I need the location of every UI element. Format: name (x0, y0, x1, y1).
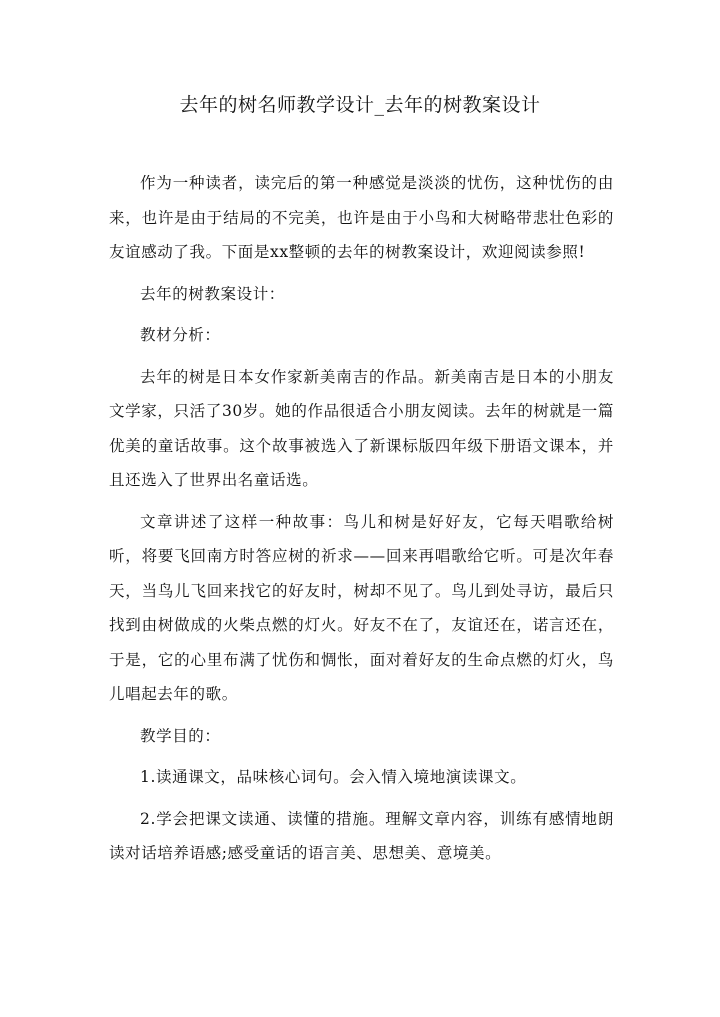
intro-paragraph: 作为一种读者，读完后的第一种感觉是淡淡的忧伤，这种忧伤的由来，也许是由于结局的不完美，也许是由于小鸟和大树略带悲壮色彩的友谊感动了我。下面是xx整顿的去年的树教案设计，欢迎阅读参照! (109, 174, 614, 261)
story-summary-paragraph: 文章讲述了这样一种故事：鸟儿和树是好好友，它每天唱歌给树听，将要飞回南方时答应树的祈求——回来再唱歌给它听。可是次年春天，当鸟儿飞回来找它的好友时，树却不见了。鸟儿到处寻访，最后只找到由树做成的火柴点燃的灯火。好友不在了，友谊还在，诺言还在，于是，它的心里布满了忧伤和惆怅，面对着好友的生命点燃的灯火，鸟儿唱起去年的歌。 (109, 512, 614, 703)
document-body (109, 166, 614, 878)
teaching-goals-heading: 教学目的： (140, 726, 221, 745)
document-title: 去年的树名师教学设计_去年的树教案设计 (179, 94, 541, 116)
teaching-goal-2: 2.学会把课文读通、读懂的措施。理解文章内容，训练有感情地朗读对话培养语感;感受童话的语言美、思想美、意境美。 (109, 809, 614, 862)
material-analysis-heading: 教材分析： (140, 326, 221, 344)
lesson-plan-heading: 去年的树教案设计： (140, 284, 285, 303)
material-analysis-paragraph: 去年的树是日本女作家新美南吉的作品。新美南吉是日本的小朋友文学家，只活了30岁。她的作品很适合小朋友阅读。去年的树就是一篇优美的童话故事。这个故事被选入了新课标版四年级下册语文课本，并且还选入了世界出名童话选。 (109, 367, 614, 489)
teaching-goal-1: 1.读通课文，品味核心词句。会入情入境地演读课文。 (140, 768, 527, 786)
